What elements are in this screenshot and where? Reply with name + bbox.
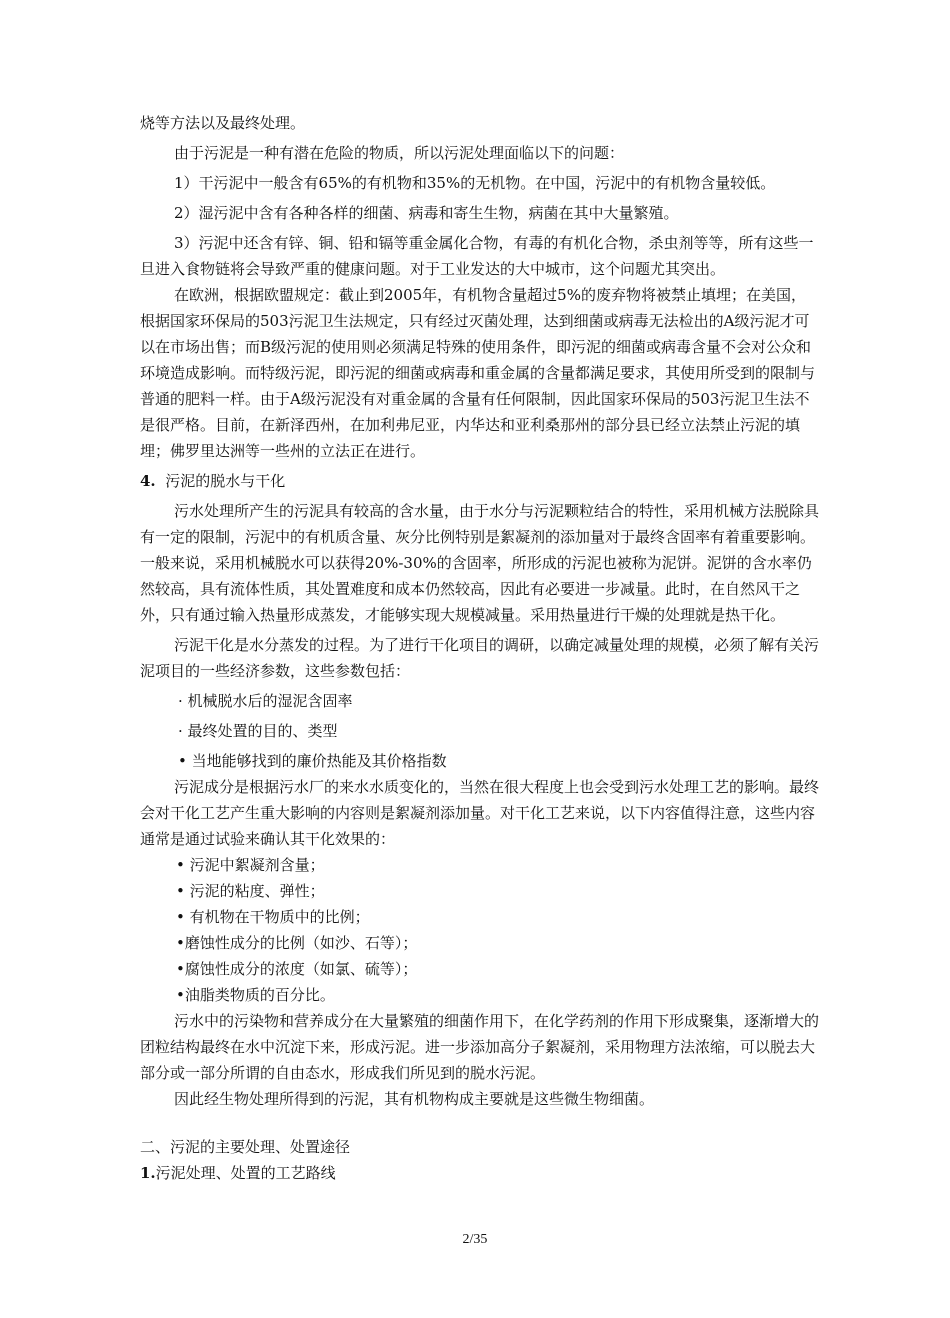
paragraph: 烧等方法以及最终处理。 (140, 114, 306, 132)
list-item: · 最终处置的目的、类型 (178, 722, 338, 740)
paragraph: 污泥成分是根据污水厂的来水水质变化的，当然在很大程度上也会受到污水处理工艺的影响。最终会对干化工艺产生重大影响的内容则是絮凝剂添加量。对干化工艺来说，以下内容值得注意，这些内容通常是通过试验来确认其干化效果的： (140, 778, 820, 848)
spacer (140, 1112, 820, 1134)
paragraph: 污水中的污染物和营养成分在大量繁殖的细菌作用下，在化学药剂的作用下形成聚集，逐渐增大的团粒结构最终在水中沉淀下来，形成污泥。进一步添加高分子絮凝剂，采用物理方法浓缩，可以脱去大部分或一部分所谓的自由态水，形成我们所见到的脱水污泥。 (140, 1012, 820, 1082)
document-body (140, 110, 820, 1186)
paragraph: 污水处理所产生的污泥具有较高的含水量，由于水分与污泥颗粒结合的特性，采用机械方法脱除具有一定的限制，污泥中的有机质含量、灰分比例特别是絮凝剂的添加量对于最终含固率有着重要影响。一般来说，采用机械脱水可以获得20%-30%的含固率，所形成的污泥也被称为泥饼。泥饼的含水率仍然较高，具有流体性质，其处置难度和成本仍然较高，因此有必要进一步减量。此时，在自然风干之外，只有通过输入热量形成蒸发，才能够实现大规模减量。采用热量进行干燥的处理就是热干化。 (140, 502, 820, 624)
list-item: •腐蚀性成分的浓度（如氯、硫等）； (176, 960, 418, 978)
section-number: 4. (140, 472, 156, 490)
paragraph: 因此经生物处理所得到的污泥，其有机物构成主要就是这些微生物细菌。 (174, 1090, 655, 1108)
paragraph: 1）干污泥中一般含有65%的有机物和35%的无机物。在中国，污泥中的有机物含量较低。 (174, 174, 776, 192)
list-item: • 污泥中絮凝剂含量； (176, 856, 325, 874)
subsection-title: 污泥处理、处置的工艺路线 (155, 1164, 336, 1182)
paragraph: 污泥干化是水分蒸发的过程。为了进行干化项目的调研，以确定减量处理的规模，必须了解有关污泥项目的一些经济参数，这些参数包括： (140, 636, 820, 680)
section-heading (140, 468, 820, 494)
paragraph: 在欧洲，根据欧盟规定：截止到2005年，有机物含量超过5%的废弃物将被禁止填埋；在美国，根据国家环保局的503污泥卫生法规定，只有经过灭菌处理，达到细菌或病毒无法检出的A级污泥才可以在市场出售；而B级污泥的使用则必须满足特殊的使用条件，即污泥的细菌或病毒含量不会对公众和环境造成影响。而特级污泥，即污泥的细菌或病毒和重金属的含量都满足要求，其使用所受到的限制与普通的肥料一样。由于A级污泥没有对重金属的含量有任何限制，因此国家环保局的503污泥卫生法不是很严格。目前，在新泽西州，在加利弗尼亚，内华达和亚利桑那州的部分县已经立法禁止污泥的填埋；佛罗里达洲等一些州的立法正在进行。 (140, 286, 816, 460)
subsection-heading (140, 1160, 820, 1186)
paragraph: 2）湿污泥中含有各种各样的细菌、病毒和寄生生物，病菌在其中大量繁殖。 (174, 204, 679, 222)
list-item: •油脂类物质的百分比。 (176, 986, 335, 1004)
subsection-number: 1. (140, 1164, 156, 1182)
page-number: 2/35 (462, 1232, 488, 1247)
section-title: 污泥的脱水与干化 (165, 472, 286, 490)
paragraph: 由于污泥是一种有潜在危险的物质，所以污泥处理面临以下的问题： (174, 144, 625, 162)
paragraph: 3）污泥中还含有锌、铜、铅和镉等重金属化合物，有毒的有机化合物，杀虫剂等等，所有这些一旦进入食物链将会导致严重的健康问题。对于工业发达的大中城市，这个问题尤其突出。 (140, 234, 814, 278)
list-item: • 有机物在干物质中的比例； (176, 908, 370, 926)
section-heading: 二、污泥的主要处理、处置途径 (140, 1138, 351, 1156)
list-item: • 当地能够找到的廉价热能及其价格指数 (178, 752, 447, 770)
list-item: • 污泥的粘度、弹性； (176, 882, 325, 900)
list-item: · 机械脱水后的湿泥含固率 (178, 692, 353, 710)
list-item: •磨蚀性成分的比例（如沙、石等）； (176, 934, 418, 952)
